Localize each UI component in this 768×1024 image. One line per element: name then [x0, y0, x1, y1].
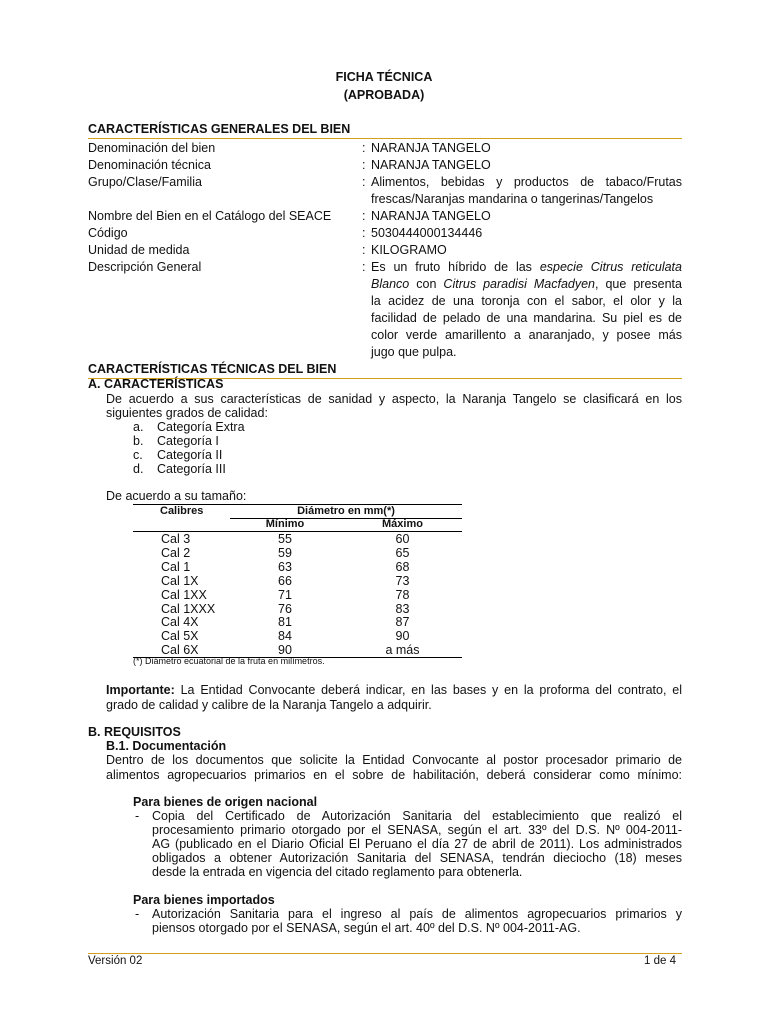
- footer-page-number: 1 de 4: [644, 955, 676, 967]
- table-header-diametro: Diámetro en mm(*): [297, 505, 395, 517]
- table-cell-max: 87: [395, 615, 410, 629]
- table-cell-min: 66: [278, 574, 292, 588]
- nacional-line: AG (publicado en el Diario Oficial El Peruano el día 27 de abril de 2011). Los administrados: [152, 837, 682, 851]
- table-cell-min: 55: [278, 532, 292, 546]
- nacional-line: Copia del Certificado de Autorización Sanitaria del establecimiento que realizó el: [152, 809, 682, 823]
- b1-line-2: alimentos agropecuarios primarios en el sobre de habilitación, deberá considerar como mínimo:: [106, 768, 682, 782]
- table-cell-calibre: Cal 4X: [161, 615, 199, 629]
- row-value: KILOGRAMO: [371, 243, 447, 257]
- desc-line-2: Blanco con Citrus paradisi Macfadyen, que presenta: [371, 277, 682, 291]
- table-cell-max: 73: [395, 574, 410, 588]
- subsection-b-heading: B. REQUISITOS: [88, 725, 181, 739]
- row-label: Grupo/Clase/Familia: [88, 175, 202, 189]
- row-label: Nombre del Bien en el Catálogo del SEACE: [88, 209, 332, 223]
- row-value: NARANJA TANGELO: [371, 209, 491, 223]
- nacional-heading: Para bienes de origen nacional: [133, 795, 318, 809]
- table-cell-max: 78: [395, 588, 410, 602]
- desc-line-1: Es un fruto híbrido de las especie Citrus reticulata: [371, 260, 682, 274]
- table-cell-calibre: Cal 6X: [161, 643, 199, 657]
- section-general-rule: [88, 138, 682, 139]
- grade-label: Categoría Extra: [157, 420, 245, 434]
- row-colon: :: [362, 158, 366, 172]
- grade-letter: a.: [133, 420, 144, 434]
- importante-line-2: grado de calidad y calibre de la Naranja Tangelo a adquirir.: [106, 698, 432, 712]
- nacional-line: obligados a obtener Autorización Sanitaria del SENASA, tendrán dieciocho (18) meses: [152, 851, 682, 865]
- table-cell-min: 81: [278, 615, 292, 629]
- desc-line-3: la acidez de una toronja con el sabor, el olor y la: [371, 294, 682, 308]
- grade-letter: c.: [133, 448, 143, 462]
- table-header-max: Máximo: [382, 518, 423, 530]
- row-colon: :: [362, 209, 366, 223]
- table-cell-max: 90: [395, 629, 410, 643]
- row-colon: :: [362, 175, 366, 189]
- table-cell-min: 59: [278, 546, 292, 560]
- grade-label: Categoría III: [157, 462, 226, 476]
- row-colon: :: [362, 260, 366, 274]
- row-value: NARANJA TANGELO: [371, 141, 491, 155]
- a-intro-line-2: siguientes grados de calidad:: [106, 406, 268, 420]
- nacional-dash: -: [135, 809, 140, 823]
- importados-dash: -: [135, 907, 140, 921]
- grade-letter: d.: [133, 462, 144, 476]
- grade-label: Categoría I: [157, 434, 219, 448]
- table-cell-calibre: Cal 1: [161, 560, 191, 574]
- table-cell-max: 65: [395, 546, 410, 560]
- b1-line-1: Dentro de los documentos que solicite la Entidad Convocante al postor procesador primario de: [106, 753, 682, 767]
- row-label: Descripción General: [88, 260, 202, 274]
- table-cell-max: 60: [395, 532, 410, 546]
- doc-title: FICHA TÉCNICA: [335, 70, 433, 84]
- nacional-line: procesamiento primario otorgado por el SENASA, según el art. 33º del D.S. Nº 004-2011-: [152, 823, 682, 837]
- grade-label: Categoría II: [157, 448, 223, 462]
- section-general-heading: CARACTERÍSTICAS GENERALES DEL BIEN: [88, 122, 351, 136]
- table-footnote: (*) Diámetro ecuatorial de la fruta en milímetros.: [133, 656, 325, 666]
- desc-line-4: facilidad de pelado de una mandarina. Su piel es de: [371, 311, 682, 325]
- row-label: Unidad de medida: [88, 243, 190, 257]
- desc-line-6: jugo que pulpa.: [371, 345, 457, 359]
- table-cell-calibre: Cal 1XXX: [161, 602, 216, 616]
- row-colon: :: [362, 243, 366, 257]
- table-cell-calibre: Cal 2: [161, 546, 191, 560]
- subsection-a-heading: A. CARACTERÍSTICAS: [88, 377, 224, 391]
- table-cell-min: 90: [278, 643, 292, 657]
- table-header-calibres: Calibres: [160, 505, 204, 517]
- footer-version: Versión 02: [88, 955, 143, 967]
- grade-letter: b.: [133, 434, 144, 448]
- table-cell-calibre: Cal 1X: [161, 574, 199, 588]
- section-tecnicas-heading: CARACTERÍSTICAS TÉCNICAS DEL BIEN: [88, 362, 337, 376]
- footer-rule: [88, 953, 682, 954]
- nacional-line: desde la entrada en vigencia del citado reglamento para obtenerla.: [152, 865, 523, 879]
- doc-subtitle: (APROBADA): [343, 88, 425, 102]
- a-intro-line-1: De acuerdo a sus características de sanidad y aspecto, la Naranja Tangelo se clasificará en los: [106, 392, 682, 406]
- table-header-min: Mínimo: [265, 518, 305, 530]
- row-label: Código: [88, 226, 128, 240]
- desc-line-5: color verde amarillento a anaranjado, y posee más: [371, 328, 682, 342]
- table-cell-max: 83: [395, 602, 410, 616]
- table-cell-max: 68: [395, 560, 410, 574]
- b1-heading: B.1. Documentación: [106, 739, 227, 753]
- importados-line: Autorización Sanitaria para el ingreso al país de alimentos agropecuarios primarios y: [152, 907, 682, 921]
- table-cell-calibre: Cal 5X: [161, 629, 199, 643]
- table-cell-min: 84: [278, 629, 292, 643]
- row-value: NARANJA TANGELO: [371, 158, 491, 172]
- row-value: 5030444000134446: [371, 226, 483, 240]
- table-cell-calibre: Cal 3: [161, 532, 191, 546]
- table-cell-min: 63: [278, 560, 292, 574]
- table-cell-min: 71: [278, 588, 292, 602]
- importados-line: piensos otorgado por el SENASA, según el art. 40º del D.S. Nº 004-2011-AG.: [152, 921, 581, 935]
- row-value: Alimentos, bebidas y productos de tabaco/Frutas: [371, 175, 682, 189]
- size-intro: De acuerdo a su tamaño:: [106, 489, 247, 503]
- row-colon: :: [362, 141, 366, 155]
- table-cell-calibre: Cal 1XX: [161, 588, 207, 602]
- table-cell-min: 76: [278, 602, 292, 616]
- importante-line-1: Importante: La Entidad Convocante deberá indicar, en las bases y en la proforma del contrato, el: [106, 683, 682, 697]
- table-cell-max: a más: [385, 643, 420, 657]
- row-label: Denominación técnica: [88, 158, 211, 172]
- row-label: Denominación del bien: [88, 141, 216, 155]
- importados-heading: Para bienes importados: [133, 893, 275, 907]
- row-colon: :: [362, 226, 366, 240]
- row-value-cont: frescas/Naranjas mandarina o tangerinas/Tangelos: [371, 192, 654, 206]
